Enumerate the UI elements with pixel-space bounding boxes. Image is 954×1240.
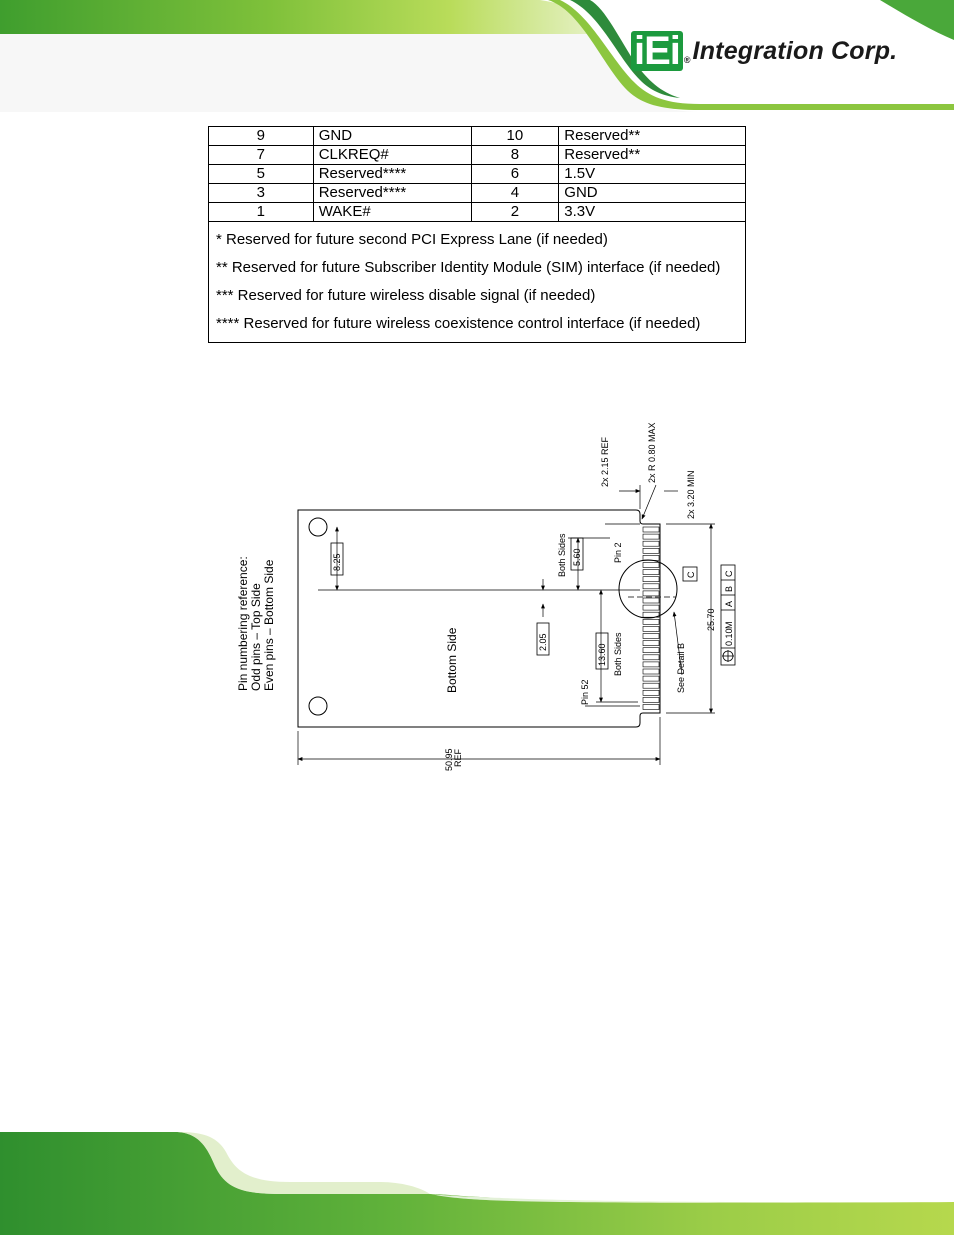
pin-number: 9 <box>209 127 314 146</box>
pin-number: 5 <box>209 165 314 184</box>
table-row <box>209 184 746 203</box>
contact-finger <box>643 605 659 610</box>
page-header <box>0 0 954 112</box>
pin-2-label: Pin 2 <box>613 542 623 563</box>
pin-signal: WAKE# <box>313 203 471 222</box>
contact-finger <box>643 591 659 596</box>
pin-signal: Reserved** <box>559 127 746 146</box>
dim-25-70: 25.70 <box>706 608 716 631</box>
pin-signal: 1.5V <box>559 165 746 184</box>
contact-finger <box>643 584 659 589</box>
pin-number: 7 <box>209 146 314 165</box>
contact-finger <box>643 705 659 710</box>
contact-finger <box>643 655 659 660</box>
contact-finger <box>643 626 659 631</box>
contact-finger <box>643 683 659 688</box>
fcf-datum-b: B <box>724 585 734 592</box>
pin-number: 2 <box>471 203 559 222</box>
card-outline <box>298 510 660 727</box>
contact-finger <box>643 541 659 546</box>
datum-c-box-label: C <box>686 571 696 578</box>
pin-number: 4 <box>471 184 559 203</box>
company-logo <box>631 30 897 72</box>
both-sides-top: Both Sides <box>557 533 567 577</box>
page-footer <box>0 1132 954 1235</box>
fcf-tolerance: 0.10 <box>724 628 734 646</box>
dim-5-60: 5.60 <box>572 548 582 566</box>
note: *** Reserved for future wireless disable signal (if needed) <box>216 287 596 304</box>
pin-signal: GND <box>313 127 471 146</box>
pin-signal: CLKREQ# <box>313 146 471 165</box>
table-row <box>209 203 746 222</box>
dim-8-25: 8.25 <box>332 553 342 571</box>
footer-decoration <box>0 1132 954 1235</box>
contact-finger <box>643 619 659 624</box>
table-row <box>209 127 746 146</box>
fcf-modifier: M <box>724 621 734 629</box>
table-row <box>209 146 746 165</box>
dim-2-15-ref: 2x 2.15 REF <box>600 436 610 487</box>
registered-mark: ® <box>683 55 691 65</box>
pin-number: 6 <box>471 165 559 184</box>
note: * Reserved for future second PCI Express Lane (if needed) <box>216 231 608 248</box>
fcf-datum-a: A <box>724 600 734 607</box>
logo-text: Integration Corp. <box>692 36 898 65</box>
dim-13-60: 13.60 <box>597 643 607 666</box>
contact-finger <box>643 598 659 603</box>
contact-finger <box>643 527 659 532</box>
fcf-datum-c: C <box>724 570 734 577</box>
mounting-hole <box>309 518 327 536</box>
contact-finger <box>643 641 659 646</box>
table-row <box>209 165 746 184</box>
contact-finger <box>643 662 659 667</box>
dim-ref: REF <box>453 749 463 767</box>
pin-signal: 3.3V <box>559 203 746 222</box>
pin-signal: GND <box>559 184 746 203</box>
dim-r-0-80-max: 2x R 0.80 MAX <box>647 422 657 483</box>
pin-ref-line-3: Even pins – Bottom Side <box>262 559 276 691</box>
pin-ref-line-2: Odd pins – Top Side <box>249 583 263 691</box>
contact-finger <box>643 669 659 674</box>
pin-signal: Reserved**** <box>313 165 471 184</box>
pin-ref-line-1: Pin numbering reference: <box>236 556 250 691</box>
contact-finger <box>643 690 659 695</box>
table-notes <box>209 222 746 343</box>
minicard-mechanical-drawing <box>230 405 750 780</box>
pin-number: 3 <box>209 184 314 203</box>
pin-number: 8 <box>471 146 559 165</box>
contact-finger <box>643 534 659 539</box>
table-notes-row <box>209 222 746 343</box>
dim-2-05: 2.05 <box>538 633 548 651</box>
contact-finger <box>643 648 659 653</box>
contact-finger <box>643 570 659 575</box>
contact-finger <box>643 563 659 568</box>
pin-52-label: Pin 52 <box>580 679 590 705</box>
pin-number: 10 <box>471 127 559 146</box>
pin-signal: Reserved** <box>559 146 746 165</box>
logo-mark: iEi <box>631 31 683 71</box>
pin-number: 1 <box>209 203 314 222</box>
dim-3-20-min: 2x 3.20 MIN <box>686 470 696 519</box>
note: ** Reserved for future Subscriber Identity Module (SIM) interface (if needed) <box>216 259 721 276</box>
contact-finger <box>643 577 659 582</box>
contact-finger <box>643 548 659 553</box>
note: **** Reserved for future wireless coexistence control interface (if needed) <box>216 315 701 332</box>
side-label: Bottom Side <box>445 627 459 693</box>
mounting-hole <box>309 697 327 715</box>
contact-finger <box>643 634 659 639</box>
dim-50-95: 50.95 <box>444 748 454 771</box>
see-detail-b: See Detail B <box>676 642 686 693</box>
both-sides-bottom: Both Sides <box>613 632 623 676</box>
contact-finger <box>643 697 659 702</box>
pin-assignment-table <box>208 126 746 343</box>
contact-finger <box>643 676 659 681</box>
pin-signal: Reserved**** <box>313 184 471 203</box>
